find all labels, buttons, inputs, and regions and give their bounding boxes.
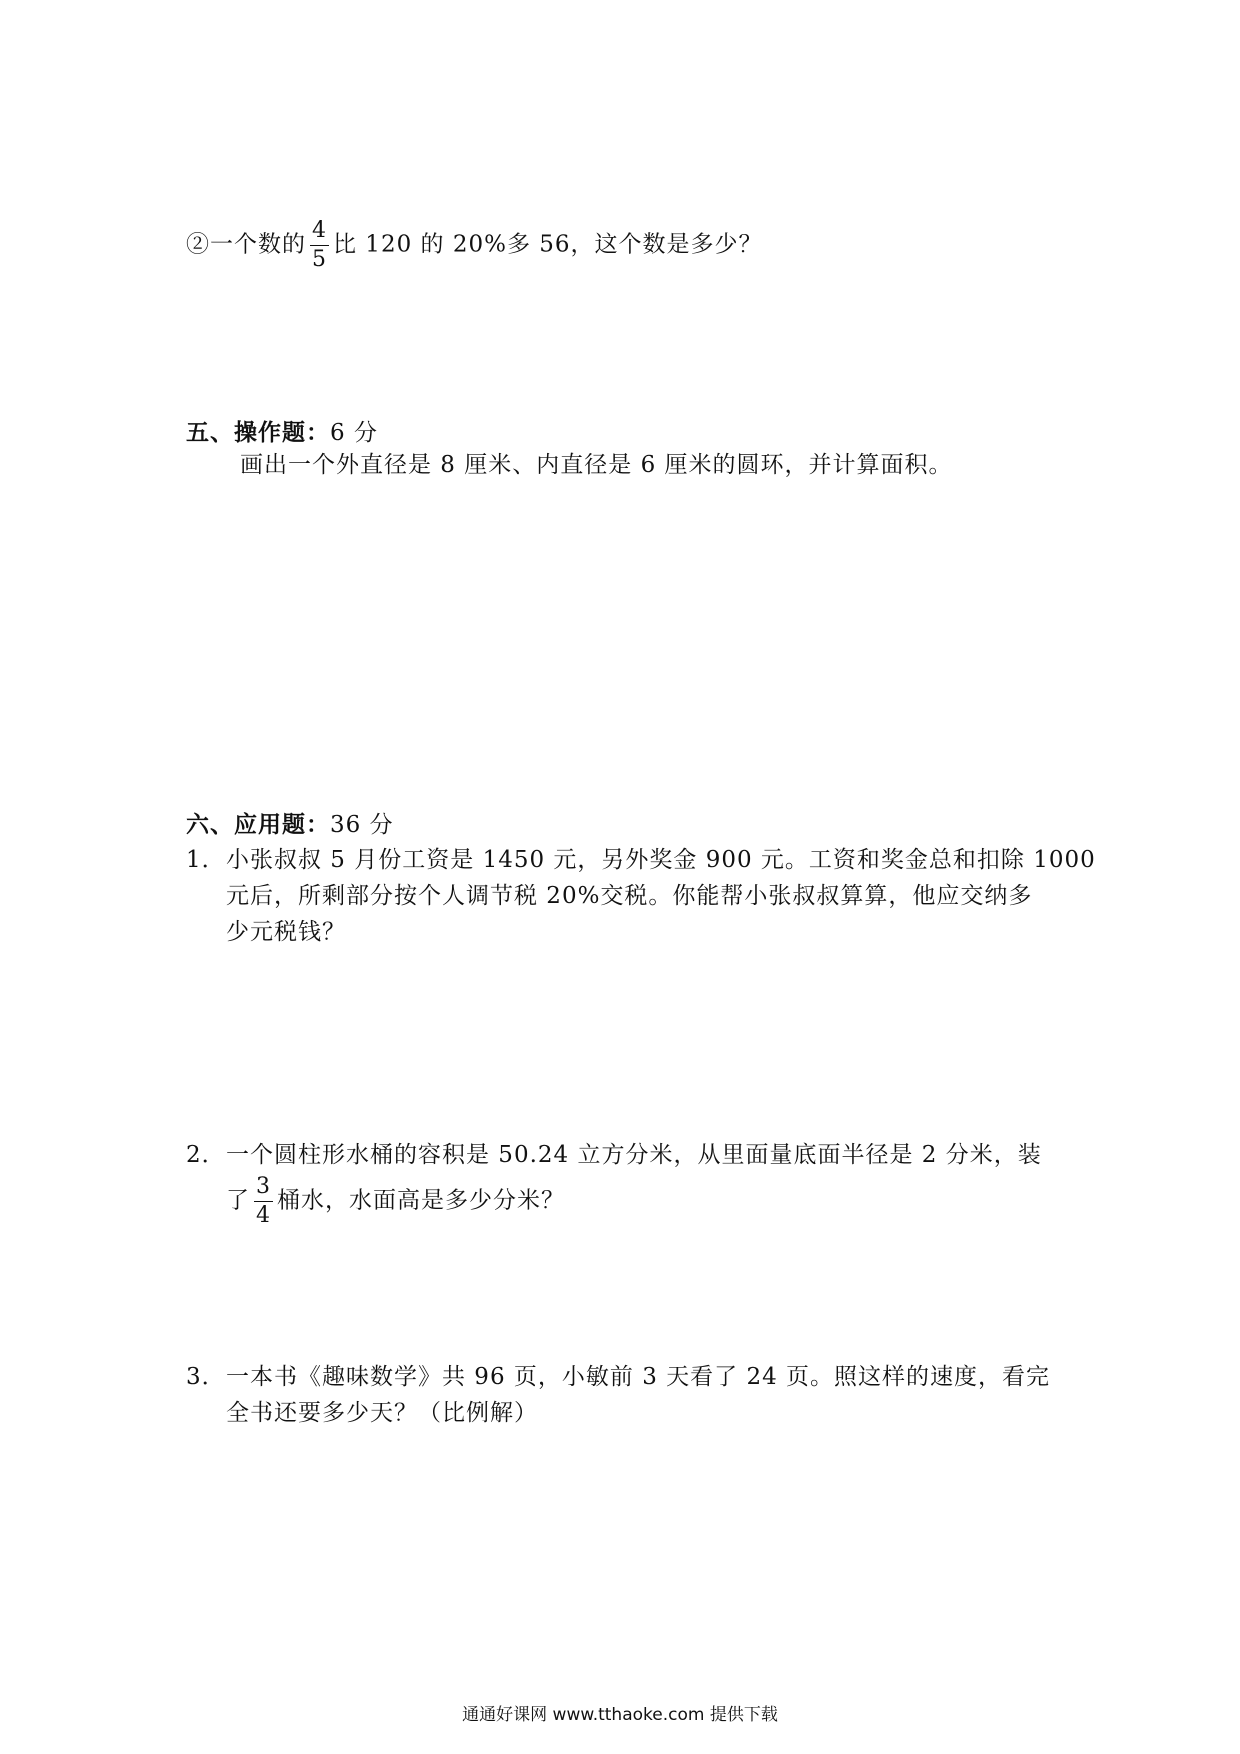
problem-1-line-3: 少元税钱？ bbox=[226, 919, 346, 945]
question-2-suffix: 比 120 的 20%多 56，这个数是多少？ bbox=[333, 231, 763, 258]
fraction-three-quarters bbox=[254, 1176, 273, 1227]
problem-1-line-2: 元后，所剩部分按个人调节税 20%交税。你能帮小张叔叔算算，他应交纳多 bbox=[226, 883, 1033, 909]
section-6-heading bbox=[186, 810, 394, 840]
problem-3-number: 3． bbox=[186, 1364, 226, 1390]
fraction-four-fifths bbox=[310, 220, 329, 271]
question-2-prefix: ②一个数的 bbox=[186, 231, 306, 258]
section-5-title: 五、操作题： bbox=[186, 420, 330, 446]
section-5-score: 6 分 bbox=[330, 420, 378, 446]
fraction-numerator: 4 bbox=[310, 220, 329, 246]
problem-2-number: 2． bbox=[186, 1142, 226, 1168]
fraction-denominator: 4 bbox=[256, 1203, 271, 1228]
section-6-score: 36 分 bbox=[330, 812, 394, 838]
question-2 bbox=[186, 220, 763, 271]
problem-3-line-1: 一本书《趣味数学》共 96 页，小敏前 3 天看了 24 页。照这样的速度，看完 bbox=[226, 1364, 1051, 1390]
page-footer: 通通好课网 www.tthaoke.com 提供下载 bbox=[462, 1705, 778, 1725]
problem-2-line-1: 一个圆柱形水桶的容积是 50.24 立方分米，从里面量底面半径是 2 分米，装 bbox=[226, 1142, 1042, 1168]
problem-1-number: 1． bbox=[186, 847, 226, 873]
problem-2-line-2 bbox=[226, 1176, 565, 1227]
fraction-numerator: 3 bbox=[254, 1176, 273, 1202]
problem-3-line-2: 全书还要多少天？（比例解） bbox=[226, 1400, 538, 1426]
section-5-task: 画出一个外直径是 8 厘米、内直径是 6 厘米的圆环，并计算面积。 bbox=[240, 452, 953, 478]
section-6-title: 六、应用题： bbox=[186, 812, 330, 838]
section-5-heading bbox=[186, 418, 378, 448]
problem-2-line-2-prefix: 了 bbox=[226, 1187, 250, 1214]
problem-1-line-1: 小张叔叔 5 月份工资是 1450 元，另外奖金 900 元。工资和奖金总和扣除 1000 bbox=[226, 847, 1096, 873]
fraction-denominator: 5 bbox=[312, 247, 327, 272]
problem-2-line-2-suffix: 桶水，水面高是多少分米？ bbox=[277, 1187, 565, 1214]
